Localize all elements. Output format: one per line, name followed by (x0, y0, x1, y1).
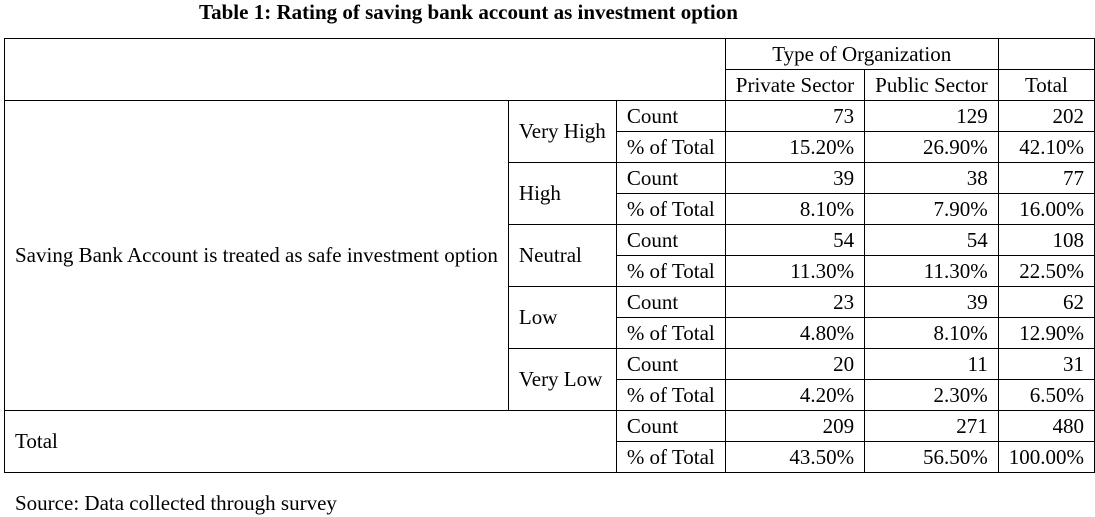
total-label: Total (5, 411, 617, 473)
public-value: 38 (865, 163, 999, 194)
measure-label: Count (616, 163, 725, 194)
measure-label: Count (616, 287, 725, 318)
private-value: 54 (725, 225, 864, 256)
rating-label: Very Low (508, 349, 616, 411)
private-value: 4.20% (725, 380, 864, 411)
total-value: 77 (998, 163, 1094, 194)
measure-label: Count (616, 101, 725, 132)
total-header: Total (998, 70, 1094, 101)
public-value: 26.90% (865, 132, 999, 163)
total-value: 12.90% (998, 318, 1094, 349)
public-value: 11.30% (865, 256, 999, 287)
header-blank-total (998, 39, 1094, 70)
public-value: 7.90% (865, 194, 999, 225)
row-group-label: Saving Bank Account is treated as safe investment option (5, 101, 509, 411)
public-value: 8.10% (865, 318, 999, 349)
total-value: 22.50% (998, 256, 1094, 287)
org-type-header: Type of Organization (725, 39, 998, 70)
total-value: 62 (998, 287, 1094, 318)
total-value: 100.00% (998, 442, 1094, 473)
measure-label: Count (616, 411, 725, 442)
rating-label: Very High (508, 101, 616, 163)
private-value: 73 (725, 101, 864, 132)
public-value: 54 (865, 225, 999, 256)
public-value: 39 (865, 287, 999, 318)
public-value: 11 (865, 349, 999, 380)
total-value: 6.50% (998, 380, 1094, 411)
public-sector-header: Public Sector (865, 70, 999, 101)
private-value: 11.30% (725, 256, 864, 287)
measure-label: % of Total (616, 318, 725, 349)
header-blank-cell (5, 39, 726, 101)
public-value: 271 (865, 411, 999, 442)
total-value: 16.00% (998, 194, 1094, 225)
measure-label: Count (616, 349, 725, 380)
private-value: 4.80% (725, 318, 864, 349)
total-value: 42.10% (998, 132, 1094, 163)
private-value: 15.20% (725, 132, 864, 163)
private-value: 23 (725, 287, 864, 318)
measure-label: % of Total (616, 442, 725, 473)
table-row (5, 101, 1095, 132)
private-value: 209 (725, 411, 864, 442)
total-value: 31 (998, 349, 1094, 380)
total-row (5, 411, 1095, 442)
source-note: Source: Data collected through survey (15, 491, 337, 515)
public-value: 56.50% (865, 442, 999, 473)
rating-table (4, 38, 1095, 473)
rating-label: Low (508, 287, 616, 349)
measure-label: % of Total (616, 132, 725, 163)
rating-label: High (508, 163, 616, 225)
measure-label: Count (616, 225, 725, 256)
private-value: 39 (725, 163, 864, 194)
measure-label: % of Total (616, 380, 725, 411)
private-sector-header: Private Sector (725, 70, 864, 101)
public-value: 129 (865, 101, 999, 132)
header-row-1 (5, 39, 1095, 70)
private-value: 43.50% (725, 442, 864, 473)
table-title: Table 1: Rating of saving bank account as investment option (199, 0, 738, 24)
rating-label: Neutral (508, 225, 616, 287)
private-value: 20 (725, 349, 864, 380)
total-value: 202 (998, 101, 1094, 132)
total-value: 480 (998, 411, 1094, 442)
private-value: 8.10% (725, 194, 864, 225)
total-value: 108 (998, 225, 1094, 256)
measure-label: % of Total (616, 256, 725, 287)
public-value: 2.30% (865, 380, 999, 411)
measure-label: % of Total (616, 194, 725, 225)
